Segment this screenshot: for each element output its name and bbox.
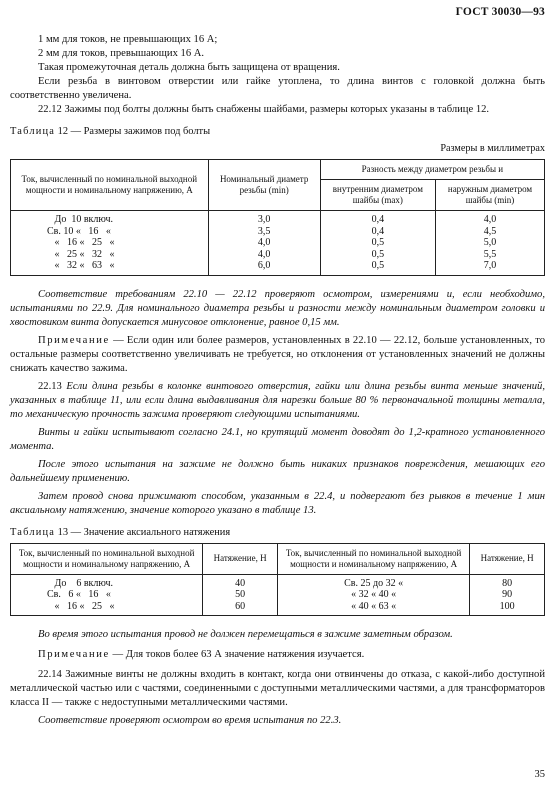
- note-2-text: — Для токов более 63 А значение натяжения изучается.: [109, 649, 365, 660]
- table-cell: « 32 « 40 «: [351, 589, 397, 600]
- table-cell: Св. 6 « 16 «: [47, 589, 111, 600]
- document-header: ГОСТ 30030—93: [455, 6, 545, 18]
- table12-caption: [10, 125, 545, 139]
- page-content: [10, 33, 545, 728]
- table-cell: 0,5: [371, 260, 385, 271]
- table-cell: 4,5: [483, 225, 497, 237]
- paragraph: 2 мм для токов, превышающих 16 А.: [38, 48, 205, 59]
- table-cell: 100: [499, 600, 515, 612]
- note-1: [10, 334, 545, 376]
- note-2-label: Примечание: [38, 649, 110, 660]
- paragraph-22-14: 22.14 Зажимные винты не должны входить в контакт, когда они отвинчены до отказа, с какой-либо доступной металлической частью или с частями, соединенными с доступными металлическими частями, а для трансформаторов класса II — также с недоступными металлическими частями.: [10, 669, 545, 708]
- table-cell: 6,0: [257, 260, 271, 271]
- table-cell: « 25 « 32 «: [47, 248, 115, 260]
- table-cell: 4,0: [257, 248, 271, 260]
- table-cell: До 10 включ.: [47, 214, 114, 225]
- table13-header-current-left: Ток, вычисленный по номинальной выходной мощности и номинальному напряжению, А: [11, 543, 203, 574]
- table-cell: 5,5: [483, 248, 497, 260]
- paragraph-22-13-number: 22.13: [38, 380, 67, 392]
- table12-header-difference: Разность между диаметром резьбы и: [320, 160, 544, 180]
- table12-nominal-column: [208, 211, 320, 276]
- note-1-label: Примечание: [38, 334, 110, 346]
- table-cell: 4,0: [257, 237, 271, 248]
- table13-left-range-column: [11, 574, 203, 616]
- page-number: 35: [534, 769, 545, 780]
- table-cell: Св. 10 « 16 «: [47, 225, 111, 237]
- table-cell: 3,0: [257, 214, 271, 225]
- table12-body: [11, 211, 545, 276]
- table13-header-tension-left: Натяжение, Н: [203, 543, 278, 574]
- paragraph-after: После этого испытания на зажиме не должно быть никаких признаков повреждения, мешающих его дальнейшему применению.: [10, 458, 545, 484]
- table-cell: 0,4: [371, 214, 385, 225]
- table13: [10, 543, 545, 617]
- table13-right-range-column: [277, 574, 469, 616]
- table-cell: 40: [235, 577, 246, 589]
- table-cell: « 32 « 63 «: [47, 260, 115, 271]
- table13-caption: [10, 526, 545, 540]
- paragraph-22-13: [10, 380, 545, 422]
- table-cell: 3,5: [257, 225, 271, 237]
- paragraph: Если резьба в винтовом отверстии или гайке утоплена, то длина винтов с головкой должна быть соответственно увеличена.: [10, 76, 545, 101]
- table-cell: До 6 включ.: [47, 577, 114, 589]
- table-cell: 0,5: [371, 248, 385, 260]
- table-cell: « 40 « 63 «: [351, 600, 397, 612]
- paragraph: 22.12 Зажимы под болты должны быть снабжены шайбами, размеры которых указаны в таблице 12.: [38, 104, 490, 115]
- paragraph-then: Затем провод снова прижимают способом, указанным в 22.4, и подвергают без рывков в течение 1 мин аксиальному натяжению, значение которого указано в таблице 13.: [10, 490, 545, 516]
- table-cell: Св. 25 до 32 «: [344, 577, 404, 589]
- table-cell: 7,0: [483, 260, 497, 271]
- table12-outer-column: [436, 211, 545, 276]
- paragraph-22-13-text: Если длина резьбы в колонке винтового отверстия, гайки или длина резьбы винта меньше значений, указанных в таблице 11, или если длина выдавливания для нарезки больше 80 % первоначальной толщины металла, то механическую прочность зажима проверяют следующими испытаниями.: [10, 380, 545, 420]
- table12-inner-column: [320, 211, 435, 276]
- table-cell: 90: [502, 589, 513, 600]
- paragraph-check: Соответствие проверяют осмотром во время испытания по 22.3.: [38, 715, 342, 726]
- table13-left-value-column: [203, 574, 278, 616]
- table-cell: 50: [235, 589, 246, 600]
- paragraph-during: Во время этого испытания провод не должен перемещаться в зажиме заметным образом.: [38, 629, 453, 640]
- table12-caption-prefix: Таблица: [10, 126, 56, 137]
- table-cell: 0,4: [371, 225, 385, 237]
- table12-header-current: Ток, вычисленный по номинальной выходной мощности и номинальному напряжению, А: [11, 160, 209, 211]
- table-cell: « 16 « 25 «: [47, 600, 115, 612]
- paragraph-screws: Винты и гайки испытывают согласно 24.1, но крутящий момент доводят до 1,2-кратного установленного момента.: [10, 426, 545, 452]
- table12-range-column: [11, 211, 209, 276]
- note-2: [10, 648, 545, 662]
- table12-header-outer: наружным диаметром шайбы (min): [436, 180, 545, 211]
- table-cell: 0,5: [371, 237, 385, 248]
- paragraph: Такая промежуточная деталь должна быть защищена от вращения.: [38, 62, 340, 73]
- table-cell: « 16 « 25 «: [47, 237, 115, 248]
- table13-header-current-right: Ток, вычисленный по номинальной выходной мощности и номинальному напряжению, А: [277, 543, 469, 574]
- table-cell: 4,0: [483, 214, 497, 225]
- table12-units: Размеры в миллиметрах: [440, 143, 545, 154]
- table12-header-nominal: Номинальный диаметр резьбы (min): [208, 160, 320, 211]
- table12-header-inner: внутренним диаметром шайбы (max): [320, 180, 435, 211]
- table-cell: 5,0: [483, 237, 497, 248]
- table13-right-value-column: [470, 574, 545, 616]
- table13-caption-text: 13 — Значение аксиального натяжения: [55, 526, 231, 538]
- paragraph: 1 мм для токов, не превышающих 16 А;: [38, 34, 218, 45]
- table12: [10, 159, 545, 276]
- table-cell: 80: [502, 577, 513, 589]
- table13-body: [11, 574, 545, 616]
- table13-caption-prefix: Таблица: [10, 526, 56, 538]
- table13-header-tension-right: Натяжение, Н: [470, 543, 545, 574]
- paragraph-conformance: Соответствие требованиям 22.10 — 22.12 проверяют осмотром, измерениями и, если необходимо, испытаниями по 22.9. Для номинального диаметра резьбы и разности между номинальным диаметром головки и хвостовиком винта допускается минусовое отклонение, равное 0,15 мм.: [10, 288, 545, 328]
- note-1-text: — Если один или более размеров, установленных в 22.10 — 22.12, больше установленных, то остальные размеры соответственно увеличивать не требуется, но отклонения от установленных значений не должны снижать качество зажима.: [10, 334, 545, 374]
- table-cell: 60: [235, 600, 246, 612]
- table12-caption-text: 12 — Размеры зажимов под болты: [55, 126, 211, 137]
